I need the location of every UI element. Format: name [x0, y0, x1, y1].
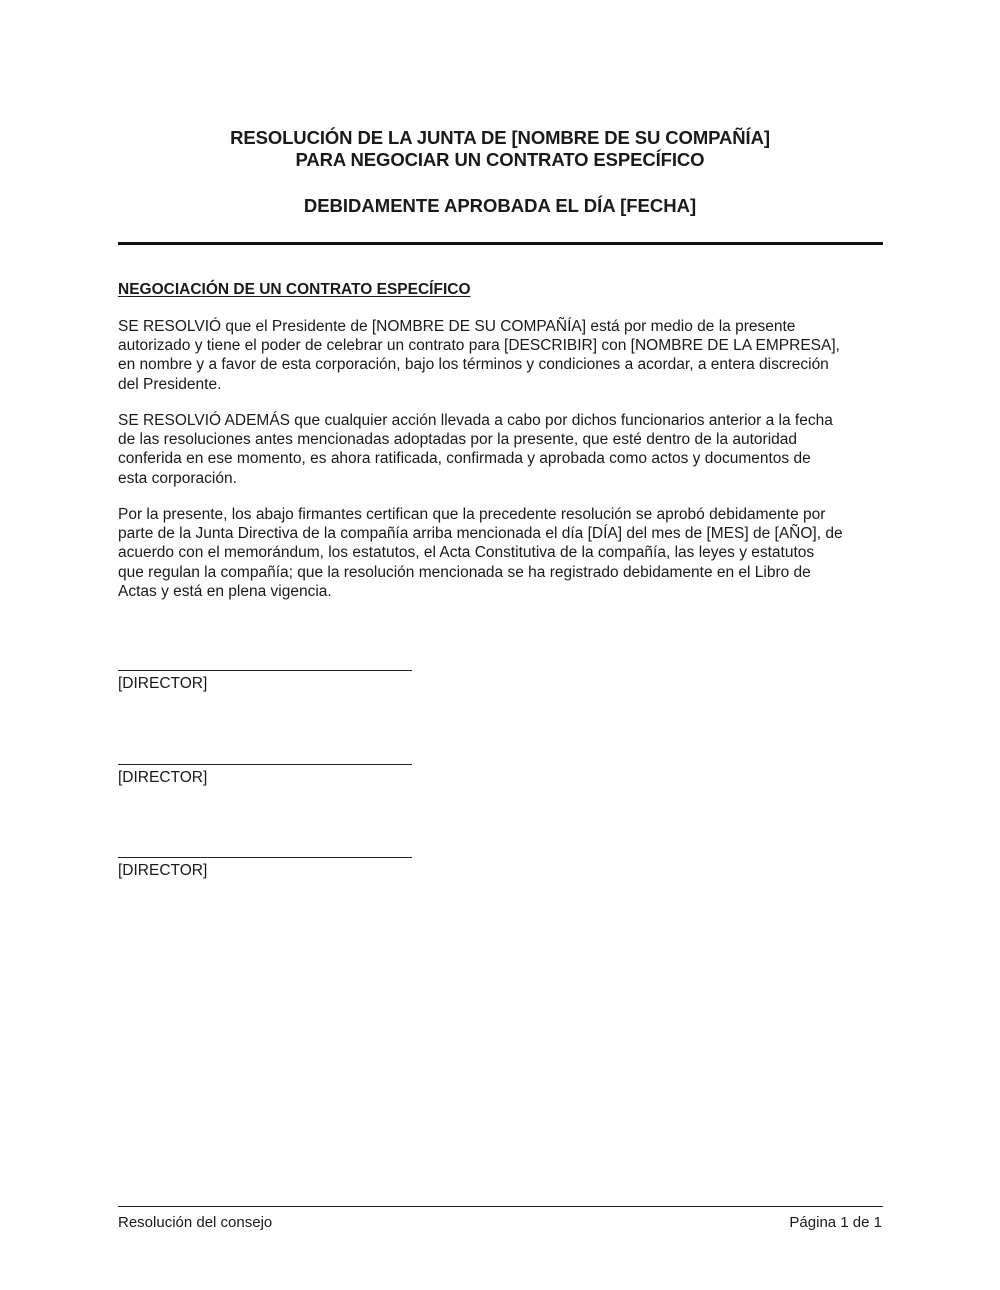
paragraph-line: que regulan la compañía; que la resolución mencionada se ha registrado debidamente en el Libro de [118, 563, 811, 581]
paragraph-line: parte de la Junta Directiva de la compañía arriba mencionada el día [DÍA] del mes de [MES] de [AÑO], de [118, 525, 843, 543]
signature-block-2 [118, 764, 412, 787]
document-subtitle: DEBIDAMENTE APROBADA EL DÍA [FECHA] [303, 195, 697, 216]
footer-page-number: Página 1 de 1 [789, 1214, 882, 1231]
title-line-2: PARA NEGOCIAR UN CONTRATO ESPECÍFICO [295, 149, 705, 170]
title-line-1: RESOLUCIÓN DE LA JUNTA DE [NOMBRE DE SU COMPAÑÍA] [230, 127, 770, 148]
paragraph-further-resolution [118, 411, 888, 488]
signature-line [118, 670, 412, 671]
paragraph-line: SE RESOLVIÓ ADEMÁS que cualquier acción llevada a cabo por dichos funcionarios anterior a la fecha [118, 412, 833, 429]
footer-divider [118, 1206, 883, 1207]
paragraph-line: esta corporación. [118, 469, 237, 487]
paragraph-line: SE RESOLVIÓ que el Presidente de [NOMBRE DE SU COMPAÑÍA] está por medio de la presente [118, 318, 796, 335]
signature-label: [DIRECTOR] [118, 769, 208, 786]
section-heading: NEGOCIACIÓN DE UN CONTRATO ESPECÍFICO [118, 281, 471, 298]
paragraph-line: de las resoluciones antes mencionadas adoptadas por la presente, que esté dentro de la autoridad [118, 431, 798, 449]
signature-line [118, 764, 412, 765]
paragraph-line: Por la presente, los abajo firmantes certifican que la precedente resolución se aprobó debidamente por [118, 506, 826, 523]
signature-line [118, 857, 412, 858]
signature-block-1 [118, 670, 412, 693]
paragraph-line: Actas y está en plena vigencia. [118, 582, 332, 600]
signature-label: [DIRECTOR] [118, 675, 208, 692]
footer-document-name: Resolución del consejo [118, 1214, 273, 1231]
paragraph-line: conferida en ese momento, es ahora ratificada, confirmada y aprobada como actos y documentos de [118, 450, 811, 468]
signature-block-3 [118, 857, 412, 880]
signature-label: [DIRECTOR] [118, 862, 208, 879]
paragraph-resolution [118, 317, 888, 394]
paragraph-line: en nombre y a favor de esta corporación, bajo los términos y condiciones a acordar, a entera discreción [118, 356, 829, 374]
paragraph-line: acuerdo con el memorándum, los estatutos, el Acta Constitutiva de la compañía, las leyes y estatutos [118, 544, 815, 562]
paragraph-line: autorizado y tiene el poder de celebrar un contrato para [DESCRIBIR] con [NOMBRE DE LA EMPRESA], [118, 337, 840, 355]
paragraph-line: del Presidente. [118, 375, 222, 393]
paragraph-certification [118, 505, 888, 601]
document-title [118, 127, 882, 171]
header-divider [118, 242, 883, 245]
